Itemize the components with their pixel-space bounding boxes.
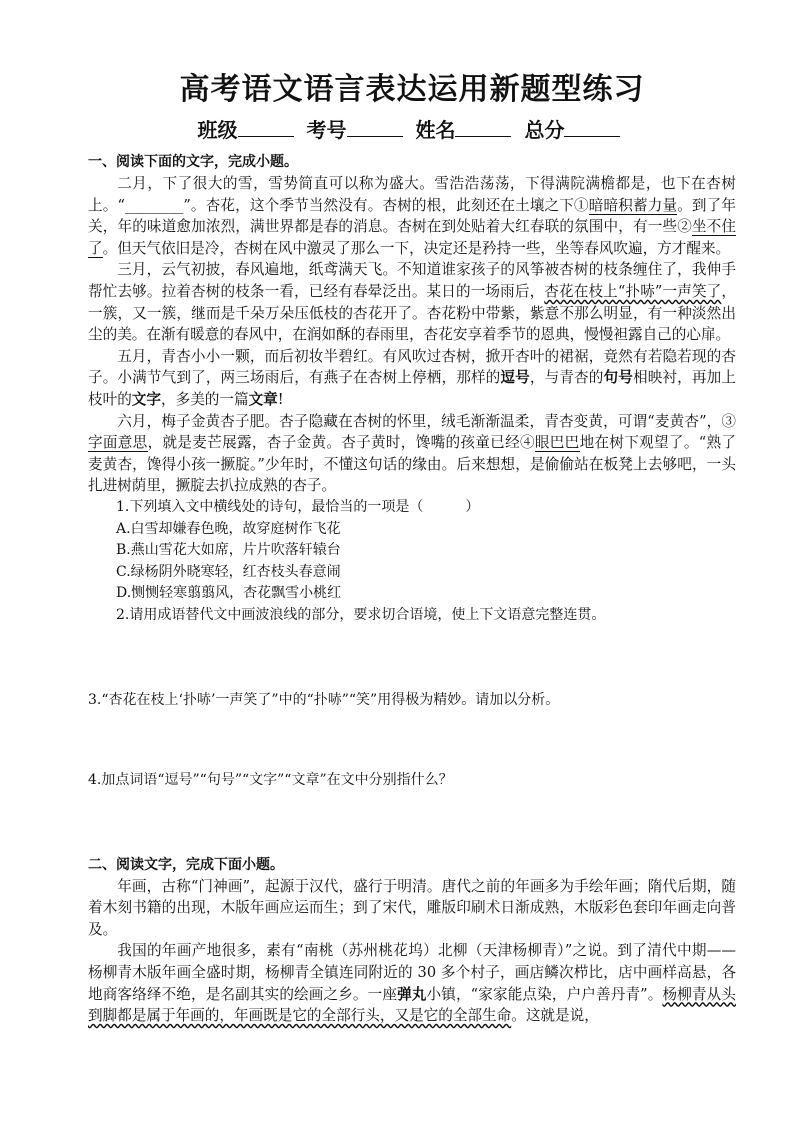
exam-number-blank[interactable] <box>347 136 403 137</box>
name-label: 姓名 <box>415 118 456 142</box>
dotted-keyword: 句号 <box>603 369 633 387</box>
class-label: 班级 <box>197 118 238 142</box>
wavy-underlined-phrase: 杨柳青从头到脚都是属于年画的，年画既是它的全部行头，又是它的全部生命 <box>88 985 736 1025</box>
answer-space[interactable] <box>88 626 736 690</box>
question-1: 1.下列填入文中横线处的诗句，最恰当的一项是（ ） <box>116 498 480 515</box>
section1-heading: 一、阅读下面的文字，完成小题。 <box>88 154 298 170</box>
underlined-phrase: 坐不住了 <box>88 218 736 257</box>
name-blank[interactable] <box>455 136 511 137</box>
question-3: 3.“杏花在枝上‘扑哧’一声笑了”中的“扑哧”“笑”用得极为精妙。请加以分析。 <box>88 692 560 709</box>
dotted-keyword: 文字 <box>131 390 161 408</box>
underlined-phrase: 暗暗积蓄力量 <box>588 196 678 214</box>
option-c[interactable]: C.绿杨阴外晓寒轻，红杏枝头春意闹 <box>116 563 341 580</box>
section1-paragraph: 二月，下了很大的雪，雪势简直可以称为盛大。雪浩浩荡荡，下得满院满檐都是，也下在杏树上。“________”。杏花，这个季节当然没有。杏树的根，此刻还在土壤之下①暗暗积蓄力量。到了年关，年的味道愈加浓烈，满世界都是春的消息。杏树在到处贴着大红春联的氛围中，有一些②坐不住了。但天气依旧是冷，杏树在风中激灵了那么一下，决定还是矜持一些，坐等春风吹遍，方才醒来。 <box>88 175 736 257</box>
score-blank[interactable] <box>564 136 620 137</box>
section2-paragraph: 年画，古称“门神画”，起源于汉代，盛行于明清。唐代之前的年画多为手绘年画；隋代后期，随着木刻书籍的出现，木版年画应运而生；到了宋代，雕版印刷术日渐成熟，木版彩色套印年画走向普及。 <box>88 877 736 938</box>
wavy-underlined-phrase: 杏花在枝上“扑哧”一声笑了 <box>544 282 722 300</box>
student-info-line <box>88 114 736 143</box>
class-blank[interactable] <box>238 136 294 137</box>
exam-number-label: 考号 <box>306 118 347 142</box>
dotted-keyword: 弹丸 <box>397 985 427 1003</box>
fill-blank[interactable]: ________ <box>124 196 184 214</box>
worksheet-page <box>88 56 736 1027</box>
option-b[interactable]: B.燕山雪花大如席，片片吹落轩辕台 <box>116 542 341 559</box>
answer-space[interactable] <box>88 792 736 852</box>
section2-heading: 二、阅读文字，完成下面小题。 <box>88 856 284 873</box>
score-label: 总分 <box>524 118 565 142</box>
question-4: 4.加点词语“逗号”“句号”“文字”“文章”在文中分别指什么？ <box>88 772 453 789</box>
section2-paragraph: 我国的年画产地很多，素有“南桃（苏州桃花坞）北柳（天津杨柳青）”之说。到了清代中期——杨柳青木版年画全盛时期，杨柳青全镇连同附近的 30 多个村子，画店鳞次栉比，店中画样高悬，各地商客络绎不绝，是名副其实的绘画之乡。一座弹丸小镇，“家家能点染，户户善丹青”。杨柳青从头到脚都是属于年画的，年画既是它的全部行头，又是它的全部生命。这就是说， <box>88 942 736 1025</box>
question-2: 2.请用成语替代文中画波浪线的部分，要求切合语境，使上下文语意完整连贯。 <box>116 606 606 623</box>
section1-paragraph: 六月，梅子金黄杏子肥。杏子隐藏在杏树的怀里，绒毛渐渐温柔，青杏变黄，可谓“麦黄杏”，③字面意思，就是麦芒展露，杏子金黄。杏子黄时，馋嘴的孩童已经④眼巴巴地在树下观望了。“熟了麦黄杏，馋得小孩一撅腚。”少年时，不懂这句话的缘由。后来想想，是偷偷站在板凳上去够吧，一头扎进树荫里，撅腚去扒拉成熟的杏子。 <box>88 412 736 495</box>
answer-space[interactable] <box>88 712 736 770</box>
underlined-phrase: 眼巴巴 <box>534 434 580 452</box>
underlined-phrase: 字面意思 <box>88 434 148 452</box>
dotted-keyword: 逗号 <box>500 369 530 387</box>
section1-paragraph: 三月，云气初披，春风遍地，纸鸢满天飞。不知道谁家孩子的风筝被杏树的枝条缠住了，我伸手帮忙去够。拉着杏树的枝条一看，已经有春晕泛出。某日的一场雨后，杏花在枝上“扑哧”一声笑了，一簇，又一簇，继而是千朵万朵压低枝的杏花开了。杏花粉中带紫，紫意不那么明显，有一种淡然出尘的美。在渐有暖意的春风中，在润如酥的春雨里，杏花安享着季节的恩典，慢慢袒露自己的心扉。 <box>88 261 736 344</box>
section1-paragraph: 五月，青杏小小一颗，而后初妆半碧红。有风吹过杏树，掀开杏叶的裙裾，竟然有若隐若现的杏子。小满节气到了，两三场雨后，有燕子在杏树上停栖，那样的逗号，与青杏的句号相映衬，再加上枝叶的文字，多美的一篇文章! <box>88 347 736 408</box>
option-a[interactable]: A.白雪却嫌春色晚，故穿庭树作飞花 <box>116 520 341 537</box>
page-title: 高考语文语言表达运用新题型练习 <box>179 72 645 107</box>
option-d[interactable]: D.恻恻轻寒翦翦风，杏花飘雪小桃红 <box>116 585 342 602</box>
dotted-keyword: 文章 <box>248 390 278 408</box>
